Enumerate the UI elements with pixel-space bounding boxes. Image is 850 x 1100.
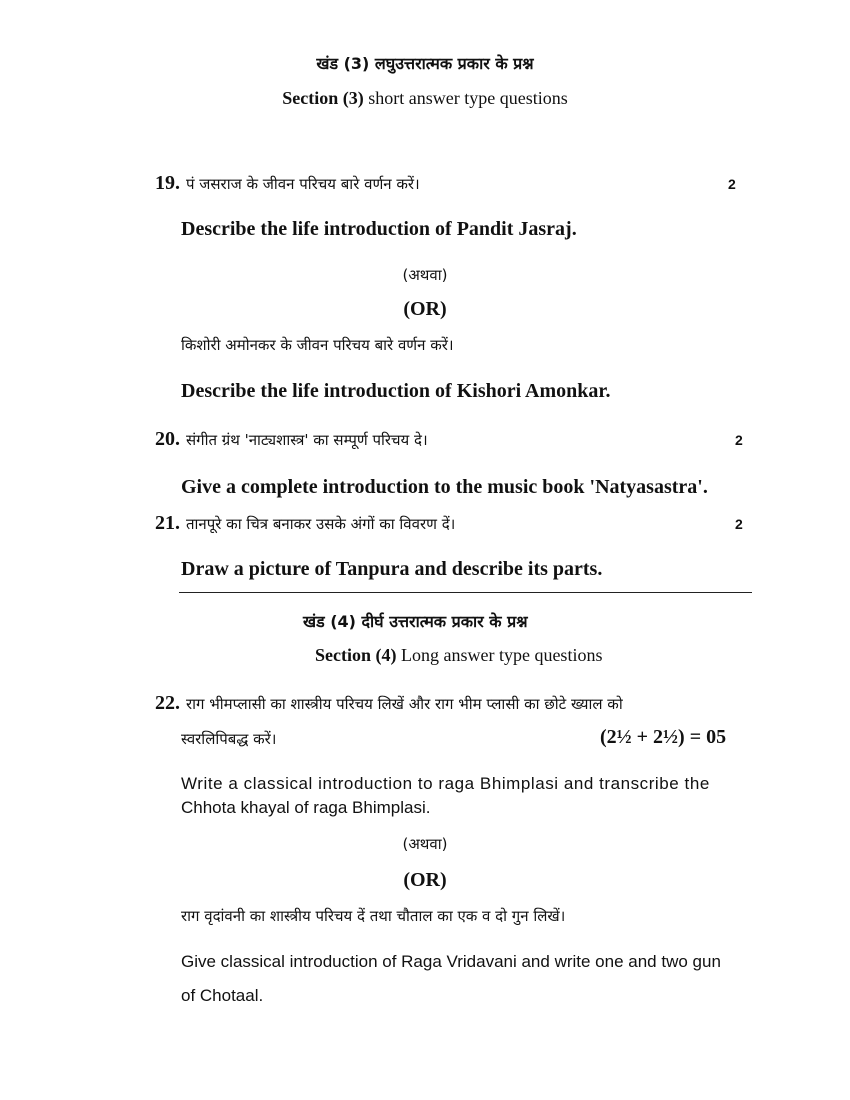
section3-hindi-title: खंड (3) लघुउत्तरात्मक प्रकार के प्रश्न (316, 54, 534, 73)
q19-marks: 2 (728, 176, 736, 192)
q22-english-line1 (181, 774, 750, 794)
q22-alt-english-line1: Give classical introduction of Raga Vridavani and write one and two gun (181, 952, 721, 971)
q19-or-english: (OR) (403, 298, 447, 320)
q19-hindi-text: पं जसराज के जीवन परिचय बारे वर्णन करें। (186, 175, 420, 193)
q22-english-line1-text (181, 774, 750, 794)
q20-marks: 2 (735, 432, 743, 448)
q20-english-text: Give a complete introduction to the music book 'Natyasastra'. (181, 476, 708, 498)
section3-label-bold: Section (3) (282, 88, 364, 108)
q22-or-hindi: (अथवा) (402, 835, 448, 853)
question-number-19: 19. (155, 172, 180, 194)
q22-alt-hindi-text: राग वृदांवनी का शास्त्रीय परिचय दें तथा चौताल का एक व दो गुन लिखें। (181, 907, 566, 925)
question-number-21: 21. (155, 512, 180, 534)
section4-hindi-title: खंड (4) दीर्घ उत्तरात्मक प्रकार के प्रश्न (303, 612, 528, 631)
q21-marks: 2 (735, 516, 743, 532)
q22-alt-english-line2: of Chotaal. (181, 986, 264, 1005)
question-number-20: 20. (155, 428, 180, 450)
q22-marks: (2½ + 2½) = 05 (600, 726, 727, 748)
section3-label-rest: short answer type questions (363, 88, 568, 108)
q21-english-text: Draw a picture of Tanpura and describe its parts. (181, 558, 603, 580)
q22-english-line2: Chhota khayal of raga Bhimplasi. (181, 798, 431, 817)
q19-alt-english-text: Describe the life introduction of Kishori Amonkar. (181, 380, 611, 402)
q21-hindi-text: तानपूरे का चित्र बनाकर उसके अंगों का विवरण दें। (186, 515, 456, 533)
q22-hindi-line1: राग भीमप्लासी का शास्त्रीय परिचय लिखें और राग भीम प्लासी का छोटे ख्याल को (186, 695, 623, 713)
section4-label-rest: Long answer type questions (396, 645, 603, 665)
q19-alt-hindi-text: किशोरी अमोनकर के जीवन परिचय बारे वर्णन करें। (181, 336, 454, 354)
section4-label-bold: Section (4) (315, 645, 397, 665)
section4-title (315, 645, 602, 666)
section3-title (0, 88, 850, 109)
question-number-22: 22. (155, 692, 180, 714)
q22-hindi-line2: स्वरलिपिबद्ध करें। (181, 730, 277, 748)
q22-or-english: (OR) (403, 869, 447, 891)
section-divider (179, 592, 752, 593)
q19-or-hindi: (अथवा) (402, 266, 448, 284)
q19-english-text: Describe the life introduction of Pandit Jasraj. (181, 218, 577, 240)
q20-hindi-text: संगीत ग्रंथ 'नाट्यशास्त्र' का सम्पूर्ण परिचय दे। (186, 431, 428, 449)
q22-english-line1-span: Write a classical introduction to raga Bhimplasi and transcribe the (181, 774, 710, 793)
